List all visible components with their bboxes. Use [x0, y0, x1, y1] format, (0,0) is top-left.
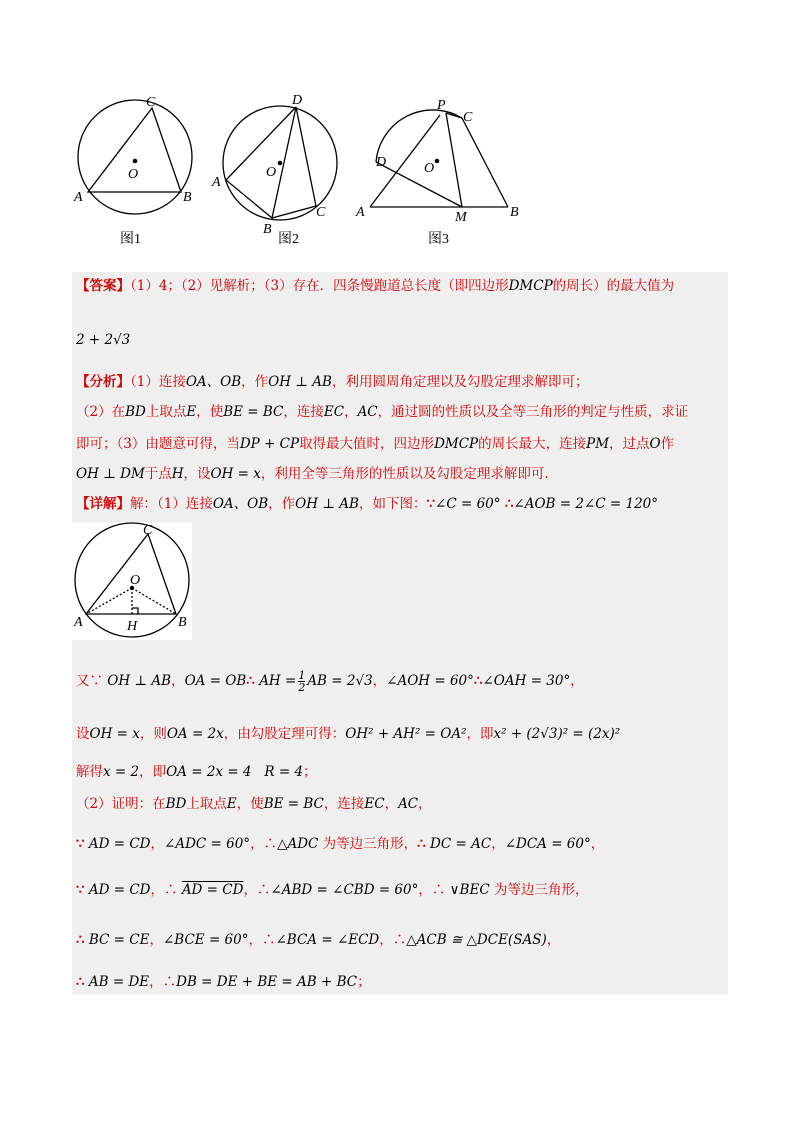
fig4-label-b: B [178, 615, 187, 630]
detail-line-3: 设OH = x，则OA = 2x，由勾股定理可得：OH² + AH² = OA²，即x² + (2√3)² = (2x)² [76, 726, 621, 742]
fig4-label-c: C [143, 523, 153, 538]
analysis-line-2: （2）在BD上取点E，使BE = BC，连接EC，AC，通过圆的性质以及全等三角形的判定与性质，求证 [76, 404, 689, 420]
fig3-label-o: O [424, 161, 435, 176]
fig3-label-a: A [356, 205, 365, 220]
geometry-figures [0, 0, 800, 260]
detail-line-2: 又∵ OH ⊥ AB，OA = OB∴ AH = $\frac{1}{2}$ AB = 2√3，∠AOH = 60°∴∠OAH = 30°， [76, 669, 584, 694]
fig3-label-c: C [463, 110, 473, 125]
answer-tag: 【答案】 [76, 278, 130, 294]
analysis-tag: 【分析】 [76, 374, 130, 390]
detail-line-9: ∴ AB = DE，∴DB = DE + BE = AB + BC； [76, 974, 371, 990]
detail-line-8: ∴ BC = CE，∠BCE = 60°，∴∠BCA = ∠ECD，∴△ACB ≅ △DCE(SAS)， [76, 932, 561, 948]
fig2-label-a: A [212, 175, 221, 190]
detail-line-6: ∵ AD = CD，∠ADC = 60°，∴△ADC 为等边三角形，∴ DC = AC，∠DCA = 60°， [76, 836, 605, 852]
center-dot [133, 159, 138, 164]
figure-1 [78, 100, 192, 214]
fig2-caption: 图2 [278, 232, 299, 247]
detail-line-5: （2）证明：在BD上取点E，使BE = BC，连接EC，AC， [76, 796, 432, 812]
center-dot [435, 159, 440, 164]
figure-3 [370, 110, 508, 207]
fig4-label-o: O [130, 573, 141, 588]
fig1-label-b: B [183, 190, 192, 205]
fig3-label-p: P [437, 98, 446, 113]
fig2-label-d: D [292, 93, 303, 108]
fig4-label-a: A [74, 615, 83, 630]
fig3-caption: 图3 [428, 232, 449, 247]
fig3-label-d: D [376, 155, 387, 170]
answer-line-1: 【答案】（1）4；（2）见解析；（3）存在．四条慢跑道总长度（即四边形DMCP的周长）的最大值为 [76, 278, 675, 294]
detail-line-4: 解得x = 2，即OA = 2x = 4 R = 4； [76, 764, 317, 780]
fig4-label-h: H [127, 619, 138, 634]
fig2-label-b: B [263, 222, 272, 237]
analysis-line-3: 即可；（3）由题意可得，当DP + CP取得最大值时，四边形DMCP的周长最大，连接PM，过点O作 [76, 436, 675, 452]
detail-figure [72, 522, 192, 640]
analysis-line-1: 【分析】（1）连接OA、OB，作OH ⊥ AB，利用圆周角定理以及勾股定理求解即可； [76, 374, 589, 390]
detail-tag: 【详解】 [76, 496, 130, 512]
fig1-label-c: C [146, 95, 156, 110]
fig2-label-o: O [266, 165, 277, 180]
center-dot [278, 161, 283, 166]
detail-line-7: ∵ AD = CD，∴ AD = CD，∴∠ABD = ∠CBD = 60°，∴ ∨BEC 为等边三角形， [76, 882, 589, 898]
fig3-label-m: M [455, 210, 467, 225]
analysis-line-4: OH ⊥ DM于点H，设OH = x，利用全等三角形的性质以及勾股定理求解即可. [76, 466, 549, 482]
fig3-label-b: B [510, 205, 519, 220]
fig1-label-a: A [74, 190, 83, 205]
fig1-label-o: O [128, 167, 139, 182]
fig1-caption: 图1 [120, 232, 141, 247]
fig2-label-c: C [316, 205, 326, 220]
detail-line-1: 【详解】解：（1）连接OA、OB，作OH ⊥ AB，如下图：∵∠C = 60° ∴∠AOB = 2∠C = 120° [76, 496, 658, 512]
answer-value: 2 + 2√3 [76, 332, 131, 348]
